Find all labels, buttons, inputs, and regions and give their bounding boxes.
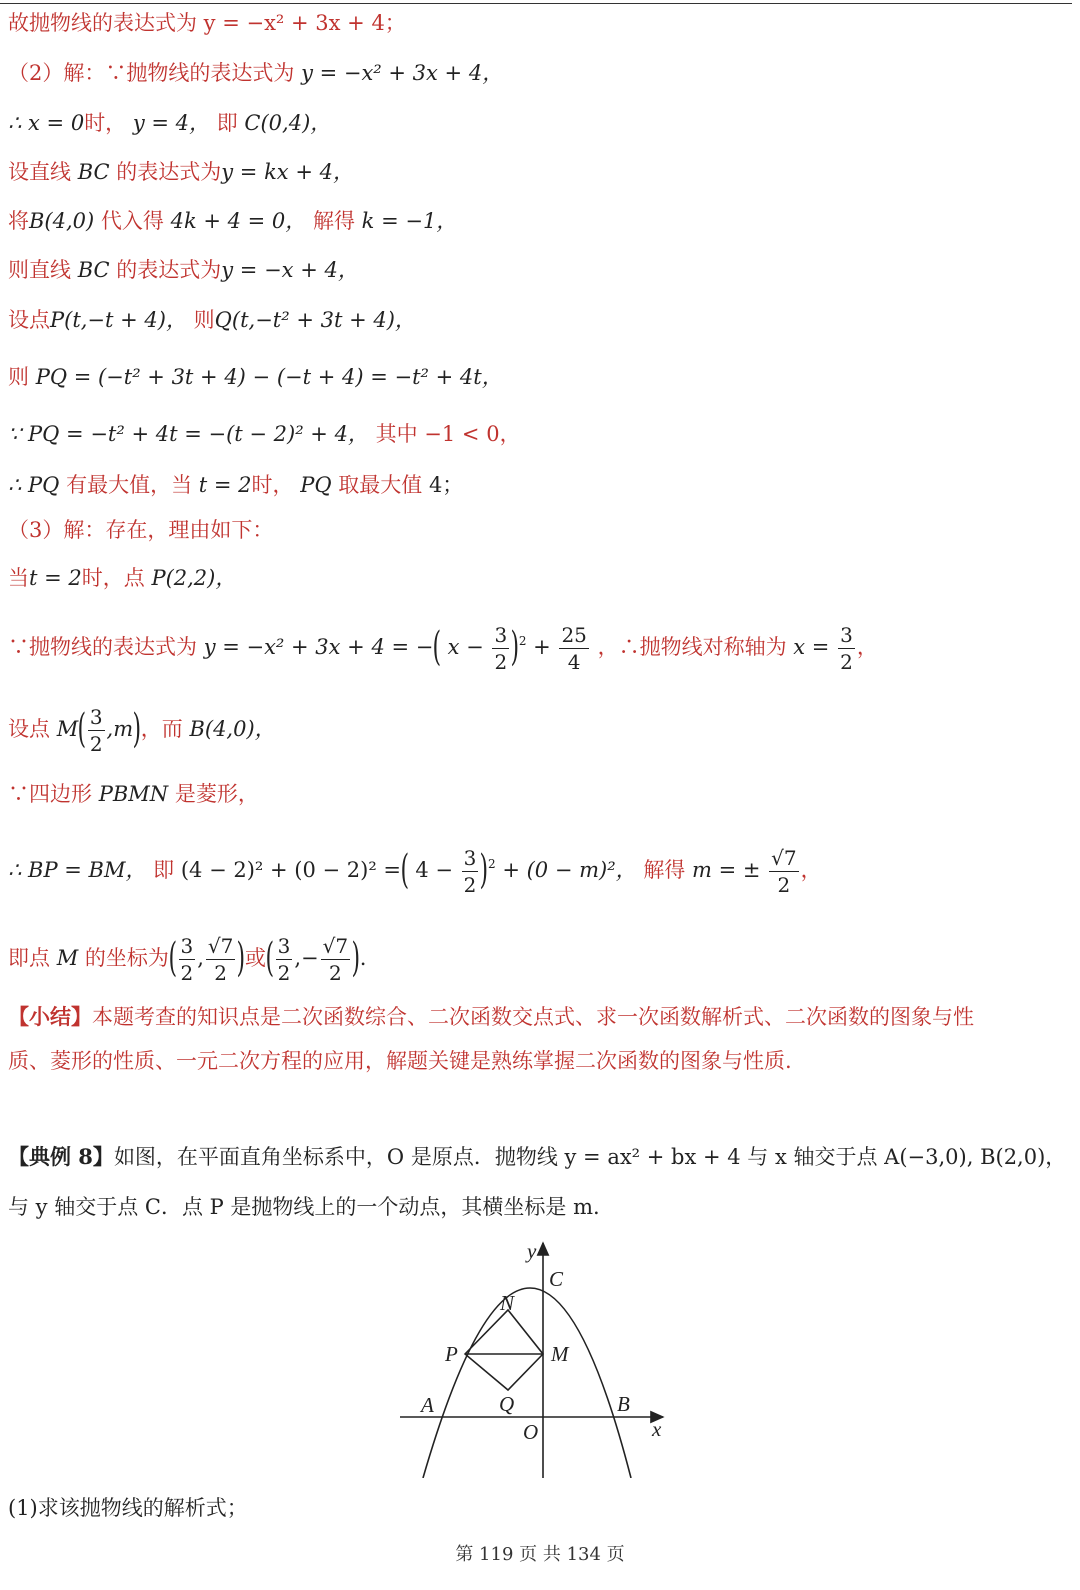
formula: B(4,0) — [29, 209, 95, 233]
formula: BC — [77, 160, 110, 184]
solution-line-1 — [8, 8, 406, 38]
formula: x = — [793, 635, 830, 659]
summary-tag: 【小结】 — [8, 1004, 92, 1029]
parabola-figure — [395, 1238, 675, 1478]
text: 即 — [216, 111, 238, 135]
summary-line-2 — [8, 1046, 792, 1076]
formula: + (0 − m)²， — [502, 858, 637, 882]
text: 的表达式为 — [116, 258, 222, 282]
formula: ∴ PQ — [8, 473, 60, 497]
formula: y = 4， — [132, 111, 211, 135]
formula: ,m — [106, 717, 134, 741]
solution-line-15 — [8, 779, 259, 809]
text: 有最大值，当 — [66, 473, 193, 497]
paren: ( — [265, 935, 275, 981]
text: 设点 — [8, 717, 50, 741]
formula: x − — [447, 635, 484, 659]
solution-line-10 — [8, 470, 463, 500]
text: 时， — [84, 111, 127, 135]
paren: ( — [168, 935, 177, 981]
fraction: $\frac{3}{2}$ — [277, 934, 291, 985]
label-x: x — [652, 1417, 662, 1441]
paren: ) — [479, 847, 489, 893]
formula: + — [533, 635, 551, 659]
fraction: $\frac{3}{2}$ — [494, 623, 508, 674]
solution-line-6 — [8, 255, 359, 285]
fraction: $\frac{√7}{2}$ — [771, 846, 797, 897]
text: 即 — [153, 858, 175, 882]
text: 的表达式为 — [116, 160, 222, 184]
text: ∵四边形 — [8, 782, 92, 806]
formula: M — [56, 946, 79, 970]
text: 解得 — [643, 858, 686, 882]
formula: Q(t,−t² + 3t + 4)， — [214, 308, 416, 332]
text: 代入得 — [100, 209, 164, 233]
paren: ) — [236, 935, 246, 981]
page-footer: 第 119 页 共 134 页 — [455, 1544, 625, 1565]
label-m: M — [551, 1342, 569, 1366]
text: 将 — [8, 209, 29, 233]
formula: (4 − 2)² + (0 − 2)² = — [180, 858, 402, 882]
formula: ∴ BP = BM， — [8, 858, 147, 882]
text: ，而 — [140, 717, 183, 741]
text: 的坐标为 — [84, 946, 169, 970]
example-tag: 【典例 8】 — [8, 1144, 114, 1169]
text: 质、菱形的性质、一元二次方程的应用，解题关键是熟练掌握二次函数的图象与性质. — [8, 1049, 792, 1073]
formula: PQ = (−t² + 3t + 4) − (−t + 4) = −t² + 4t， — [35, 365, 503, 389]
solution-line-9 — [8, 419, 521, 449]
formula: t = 2 — [198, 473, 252, 497]
formula: y = −x² + 3x + 4 = − — [203, 635, 434, 659]
text: （2）解：∵抛物线的表达式为 — [8, 61, 295, 85]
label-c: C — [549, 1267, 564, 1291]
fraction: $\frac{25}{4}$ — [561, 623, 587, 674]
label-q: Q — [499, 1392, 515, 1416]
text: （3）解：存在，理由如下： — [8, 518, 274, 542]
fraction: $\frac{√7}{2}$ — [207, 934, 234, 985]
formula: B(4,0)， — [189, 717, 276, 741]
fraction: $\frac{3}{2}$ — [840, 623, 853, 674]
text: 故抛物线的表达式为 y = −x² + 3x + 4； — [8, 11, 406, 35]
formula: P(2,2)， — [151, 566, 237, 590]
text: 设点 — [8, 308, 50, 332]
text: ， — [856, 635, 878, 659]
formula: y = −x² + 3x + 4， — [301, 61, 504, 85]
text: . — [359, 946, 367, 970]
solution-line-17: 即点 M 的坐标为( $\frac{3}{2}$ , $\frac{√7}{2}$ )或( $\frac{3}{2}$ ,− $\frac{√7}{2}$ ). — [8, 934, 367, 985]
solution-line-13: ∵抛物线的表达式为 y = −x² + 3x + 4 = −( x − $\frac{3}{2}$ )$^2$ + $\frac{25}{4}$ ，∴抛物线对称轴为 x = $\frac{3}{2}$ ， — [8, 623, 878, 674]
text: 解得 — [312, 209, 355, 233]
text: (1)求该抛物线的解析式； — [8, 1496, 248, 1520]
text: 当 — [8, 566, 29, 590]
text: 与 y 轴交于点 C．点 P 是抛物线上的一个动点，其横坐标是 m. — [8, 1195, 600, 1219]
formula: t = 2 — [29, 566, 82, 590]
formula: y = −x + 4， — [221, 258, 359, 282]
solution-line-14 — [8, 704, 276, 757]
paren: ) — [510, 624, 520, 670]
text: 则直线 — [8, 258, 71, 282]
solution-line-8 — [8, 362, 503, 392]
fraction: $\frac{3}{2}$ — [180, 934, 194, 985]
solution-line-3 — [8, 108, 331, 138]
text: 时，点 — [81, 566, 145, 590]
example-line-1 — [8, 1142, 1066, 1172]
paren: ( — [432, 624, 442, 670]
text: 如图，在平面直角坐标系中，O 是原点．抛物线 y = ax² + bx + 4 与 x 轴交于点 A(−3,0), B(2,0)， — [113, 1145, 1067, 1169]
label-o: O — [523, 1420, 539, 1444]
solution-line-4 — [8, 157, 354, 187]
text: ，∴抛物线对称轴为 — [597, 635, 787, 659]
label-p: P — [445, 1342, 458, 1366]
formula: PBMN — [98, 782, 169, 806]
solution-line-2 — [8, 58, 503, 88]
formula: BC — [77, 258, 110, 282]
example-line-2 — [8, 1192, 600, 1222]
top-rule — [0, 3, 1072, 4]
formula: PQ — [300, 473, 332, 497]
solution-line-16: ∴ BP = BM， 即 (4 − 2)² + (0 − 2)² =( 4 − $\frac{3}{2}$ )$^2$ + (0 − m)²， 解得 m = ± $\frac{√7}{2}$ ， — [8, 846, 822, 897]
parabola-curve — [423, 1288, 631, 1478]
paren: ) — [132, 706, 142, 752]
text: 是菱形， — [174, 782, 259, 806]
text: 即点 — [8, 946, 50, 970]
label-y: y — [527, 1239, 537, 1263]
question-1 — [8, 1493, 248, 1523]
formula: ∴ x = 0 — [8, 111, 85, 135]
text: 取最大值 — [338, 473, 423, 497]
text: 则 — [193, 308, 215, 332]
summary-line-1 — [8, 1002, 974, 1032]
text: 时， — [251, 473, 294, 497]
text: 或 — [245, 946, 266, 970]
fraction: $\frac{√7}{2}$ — [322, 934, 349, 985]
text: 设直线 — [8, 160, 71, 184]
formula: 4k + 4 = 0， — [170, 209, 307, 233]
formula: m = ± — [692, 858, 761, 882]
formula: M — [56, 717, 79, 741]
label-b: B — [617, 1392, 630, 1416]
label-n: N — [500, 1291, 515, 1315]
formula: y = kx + 4， — [221, 160, 354, 184]
solution-line-7 — [8, 305, 416, 335]
paren: ( — [77, 706, 87, 752]
solution-line-12 — [8, 563, 236, 593]
fraction: $\frac{3}{2}$ — [463, 846, 477, 897]
formula: C(0,4)， — [244, 111, 332, 135]
text: ， — [800, 858, 822, 882]
solution-line-11 — [8, 515, 273, 545]
formula: P(t,−t + 4)， — [50, 308, 187, 332]
formula: ∵ PQ = −t² + 4t = −(t − 2)² + 4， — [8, 422, 369, 446]
label-a: A — [421, 1393, 434, 1417]
text: 其中 −1 < 0， — [375, 422, 521, 446]
formula: 4 − — [415, 858, 453, 882]
paren: ) — [351, 935, 361, 981]
paren: ( — [400, 847, 410, 893]
fraction: $\frac{3}{2}$ — [89, 705, 103, 756]
formula: 4； — [428, 473, 464, 497]
text: ∵抛物线的表达式为 — [8, 635, 197, 659]
formula: k = −1， — [361, 209, 458, 233]
text: 则 — [8, 365, 29, 389]
solution-line-5 — [8, 206, 457, 236]
text: 本题考查的知识点是二次函数综合、二次函数交点式、求一次函数解析式、二次函数的图象与性 — [92, 1005, 974, 1029]
rhombus-pnmq — [465, 1310, 543, 1390]
